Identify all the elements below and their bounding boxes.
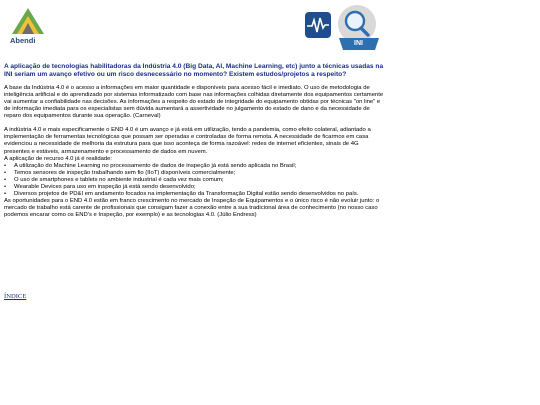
waveform-icon <box>305 12 331 38</box>
list-item: • Temos sensores de inspeção trabalhando sem fio (IIoT) disponíveis comercialmente; <box>4 170 386 177</box>
abendi-logo-icon <box>8 6 48 36</box>
list-item: • Wearable Devices para uso em inspeção já está sendo desenvolvido; <box>4 184 386 191</box>
paragraph-2: A indústria 4.0 e mais especificamente o END 4.0 é um avanço e já está em utilização, tendo a pandemia, como efeito colateral, adiantado a implementação de ferramentas tecnológicas que possam ser operadas e controladas de forma remota. A necessidade de ficarmos em casa evidenciou a necessidade de melhoria da estrutura para que isso aconteça de forma razoável: redes de internet eficientes, sinais de 4G presentes e estáveis, armazenamento e processamento de dados em nuvem. <box>4 127 371 155</box>
list-item: • O uso de smartphones e tablets no ambiente industrial é cada vez mais comum; <box>4 177 386 184</box>
abendi-logo <box>8 6 48 46</box>
ini-badge-text: INI <box>354 40 363 47</box>
article-title: A aplicação de tecnologias habilitadoras da Indústria 4.0 (Big Data, AI, Machine Learning, etc) junto a técnicas usadas na INI seriam um avanço efetivo ou um risco desnecessário no momento? Existem estudos/projetos a respeito? <box>4 63 384 79</box>
abendi-brand-text: Abendi <box>10 36 36 45</box>
paragraph-1: A base da Indústria 4.0 é o acesso a informações em maior quantidade e disponíveis para acesso fácil e imediato. O uso de metodologia de inteligência artificial e do aprendizado por sistemas informatizado com base nas informações colhidas diretamente dos equipamentos certamente vai aumentar a confiabilidade nas decisões. As informações a respeito do estado de integridade do equipamento obtidas por técnicas "on line" e de informação imediata para os especialistas sem dúvida aumentará a assertividade no julgamento do estado de dano e da necessidade de reparo dos equipamentos durante sua operação. (Carneval) <box>4 84 384 120</box>
list-item: • Diversos projetos de PD&I em andamento focados na implementação da Transformação Digital estão sendo desenvolvidos no país. <box>4 191 386 198</box>
paragraph-3: As oportunidades para o END 4.0 estão em franco crescimento no mercado de Inspeção de Equipamentos e o único risco é não evoluir junto: o mercado de trabalho está carente de profissionais que consigam fazer a conexão entre a sua tradicional área de conhecimento (no nosso caso podemos encarar como os END's e Inspeção, por exemplo) e as tecnologias 4.0. (Júlio Endress) <box>4 198 380 219</box>
bullet-list <box>4 163 386 198</box>
article <box>4 63 386 220</box>
index-link[interactable]: ÍNDICE <box>4 293 27 300</box>
ini-logo <box>305 4 385 50</box>
list-intro: A aplicação de recurso 4.0 já é realidade: <box>4 155 113 162</box>
list-item: • A utilização do Machine Learning no processamento de dados de inspeção já está sendo aplicada no Brasil; <box>4 163 386 170</box>
